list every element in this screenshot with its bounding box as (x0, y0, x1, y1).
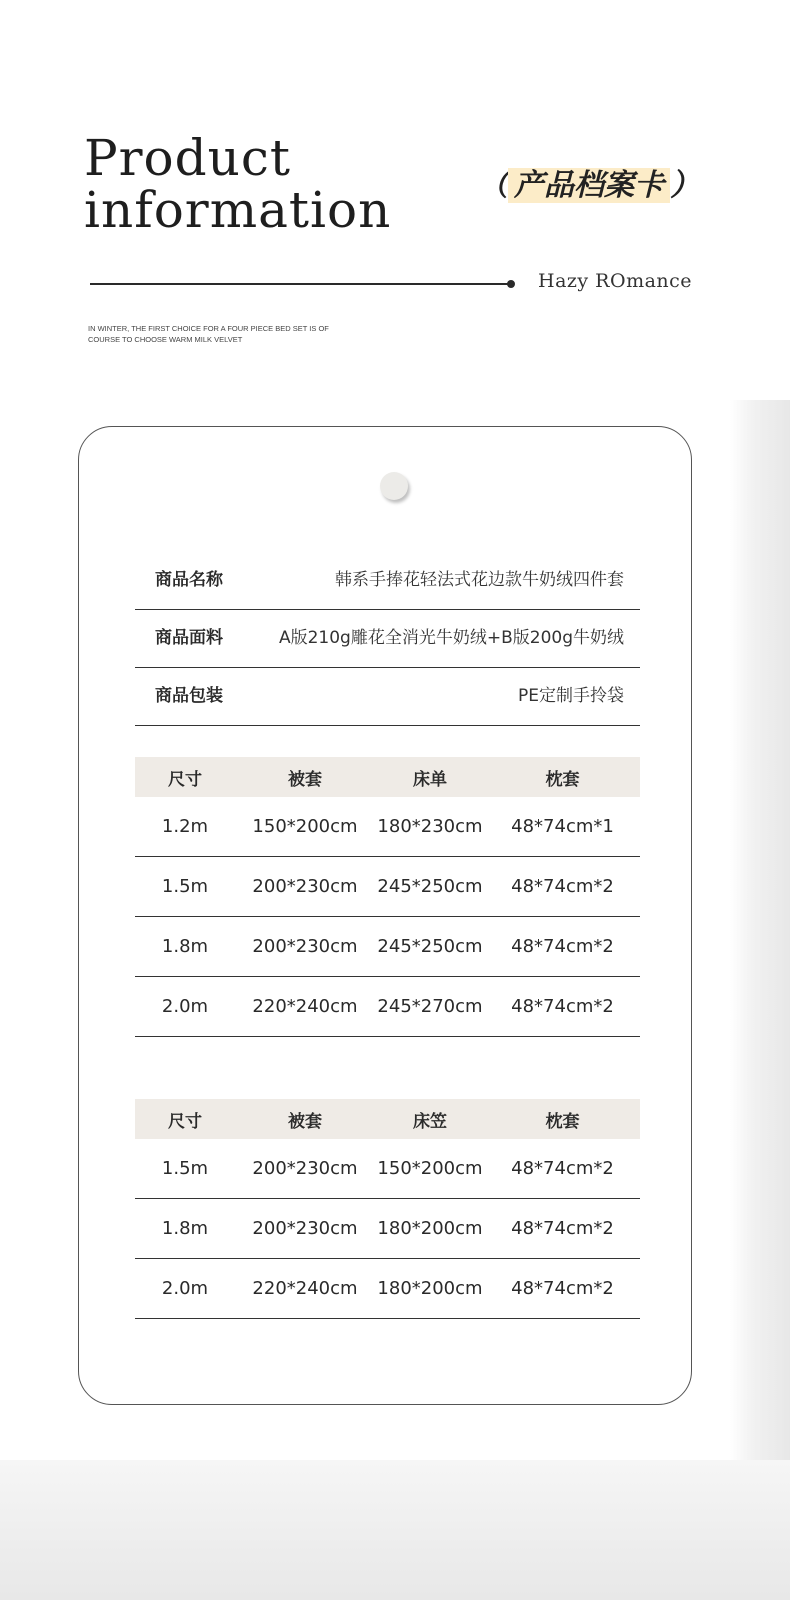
badge-open-paren: （ (478, 168, 508, 203)
info-label: 商品名称 (155, 570, 223, 590)
info-label: 商品包装 (155, 686, 223, 706)
cell-size: 1.8m (135, 917, 235, 977)
header-size: 尺寸 (135, 1099, 235, 1139)
info-row-name (135, 551, 640, 610)
header-sheet: 床单 (375, 757, 485, 797)
header-pillowcase: 枕套 (485, 757, 640, 797)
cell-size: 1.5m (135, 857, 235, 917)
cell-sheet: 245*250cm (375, 917, 485, 977)
table-row (135, 917, 640, 977)
product-card-badge (478, 166, 700, 206)
cell-duvet: 200*230cm (235, 1199, 375, 1259)
info-value: PE定制手拎袋 (518, 686, 624, 706)
page-title (84, 129, 392, 239)
cell-pillowcase: 48*74cm*1 (485, 797, 640, 857)
header-fitted-sheet: 床笠 (375, 1099, 485, 1139)
size-table-fitted (135, 1099, 640, 1319)
cell-size: 1.5m (135, 1139, 235, 1199)
cell-pillowcase: 48*74cm*2 (485, 977, 640, 1037)
cell-fitted-sheet: 180*200cm (375, 1199, 485, 1259)
header-duvet: 被套 (235, 757, 375, 797)
cell-duvet: 150*200cm (235, 797, 375, 857)
cell-pillowcase: 48*74cm*2 (485, 1199, 640, 1259)
divider-line (90, 283, 510, 285)
header-duvet: 被套 (235, 1099, 375, 1139)
header-pillowcase: 枕套 (485, 1099, 640, 1139)
table-row (135, 1259, 640, 1319)
cell-duvet: 220*240cm (235, 977, 375, 1037)
cell-size: 2.0m (135, 1259, 235, 1319)
info-value: 韩系手捧花轻法式花边款牛奶绒四件套 (335, 570, 624, 590)
cell-fitted-sheet: 150*200cm (375, 1139, 485, 1199)
cell-pillowcase: 48*74cm*2 (485, 1259, 640, 1319)
cell-pillowcase: 48*74cm*2 (485, 857, 640, 917)
badge-label: 产品档案卡 (508, 168, 670, 203)
title-line-1: Product (84, 129, 291, 187)
table-row (135, 1139, 640, 1199)
brand-name: Hazy ROmance (538, 270, 693, 292)
info-row-fabric (135, 609, 640, 668)
cell-sheet: 245*250cm (375, 857, 485, 917)
table-row (135, 857, 640, 917)
cell-size: 2.0m (135, 977, 235, 1037)
divider-dot (507, 280, 515, 288)
cell-pillowcase: 48*74cm*2 (485, 917, 640, 977)
header-size: 尺寸 (135, 757, 235, 797)
cell-duvet: 200*230cm (235, 1139, 375, 1199)
page-shadow-bottom (0, 1460, 790, 1600)
info-row-package (135, 667, 640, 726)
cell-duvet: 220*240cm (235, 1259, 375, 1319)
cell-size: 1.2m (135, 797, 235, 857)
intro-text: IN WINTER, THE FIRST CHOICE FOR A FOUR PIECE BED SET IS OF COURSE TO CHOOSE WARM MILK VELVET (88, 324, 329, 344)
table-header-row (135, 1099, 640, 1139)
hang-hole (380, 472, 408, 500)
cell-duvet: 200*230cm (235, 857, 375, 917)
cell-pillowcase: 48*74cm*2 (485, 1139, 640, 1199)
info-label: 商品面料 (155, 628, 223, 648)
cell-sheet: 180*230cm (375, 797, 485, 857)
table-header-row (135, 757, 640, 797)
cell-sheet: 245*270cm (375, 977, 485, 1037)
title-line-2: information (84, 181, 392, 239)
badge-close-paren: ） (670, 168, 700, 203)
table-row (135, 797, 640, 857)
table-row (135, 1199, 640, 1259)
table-row (135, 977, 640, 1037)
info-value: A版210g雕花全消光牛奶绒+B版200g牛奶绒 (278, 628, 624, 648)
cell-duvet: 200*230cm (235, 917, 375, 977)
cell-fitted-sheet: 180*200cm (375, 1259, 485, 1319)
size-table-sheet (135, 757, 640, 1037)
page-shadow-right (730, 400, 790, 1600)
cell-size: 1.8m (135, 1199, 235, 1259)
